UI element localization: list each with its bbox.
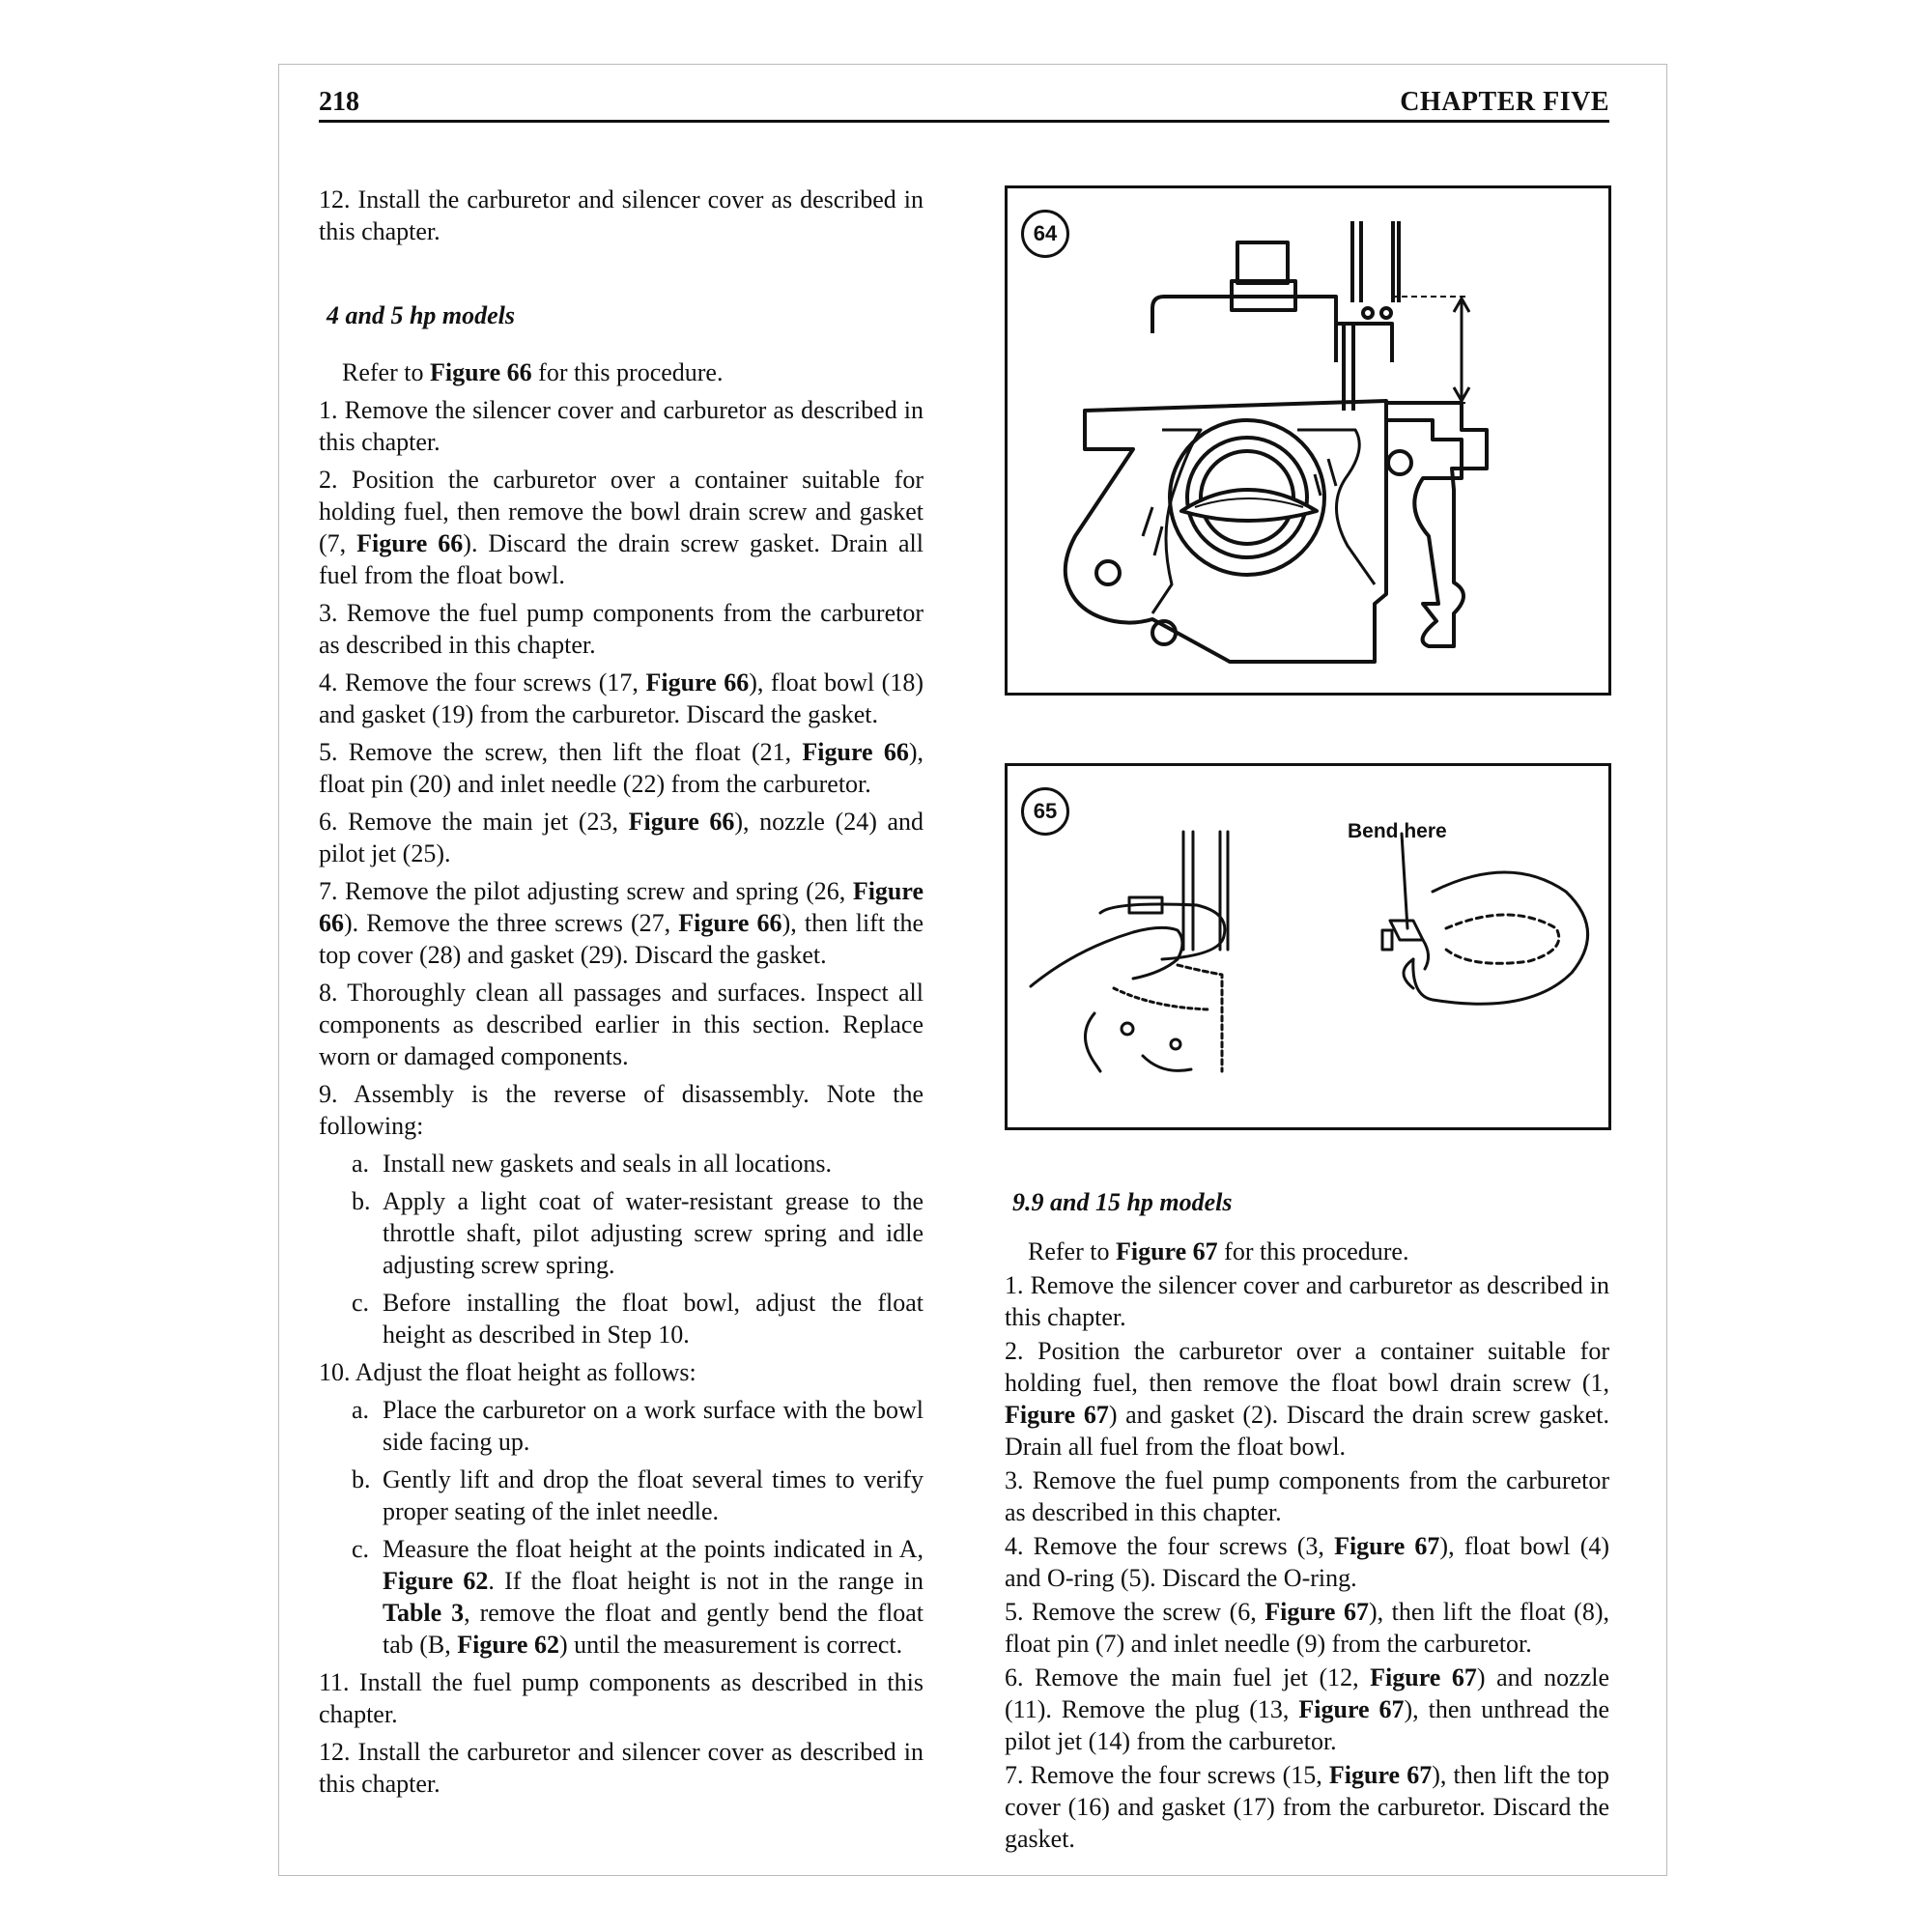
step-5: 5. Remove the screw, then lift the float (21, Figure 66), float pin (20) and inlet needle (22) from the carburetor. (319, 738, 924, 798)
left-column (319, 184, 923, 1805)
refer-paragraph: Refer to Figure 66 for this procedure. (342, 358, 724, 386)
step-12-previous: 12. Install the carburetor and silencer cover as described in this chapter. (319, 185, 923, 245)
step-7: 7. Remove the four screws (15, Figure 67), then lift the top cover (16) and gasket (17) from the carburetor. Discard the gasket. (1005, 1761, 1609, 1853)
step-6: 6. Remove the main jet (23, Figure 66), nozzle (24) and pilot jet (25). (319, 808, 924, 867)
subheading-4-5-hp: 4 and 5 hp models (327, 301, 516, 329)
carburetor-float-height-illustration (1008, 188, 1608, 693)
figure-64 (1005, 185, 1611, 696)
step-5: 5. Remove the screw (6, Figure 67), then lift the float (8), float pin (7) and inlet needle (9) from the carburetor. (1005, 1598, 1609, 1658)
step-1: 1. Remove the silencer cover and carburetor as described in this chapter. (1005, 1271, 1609, 1331)
step-10-sublist (319, 1394, 923, 1661)
list-item: b. Apply a light coat of water-resistant grease to the throttle shaft, pilot adjusting screw spring and idle adjusting screw spring. (352, 1187, 923, 1279)
page-header (319, 85, 1609, 123)
step-9: 9. Assembly is the reverse of disassembly. Note the following: (319, 1080, 923, 1140)
page-number: 218 (319, 87, 359, 117)
step-7: 7. Remove the pilot adjusting screw and spring (26, Figure 66). Remove the three screws (27, Figure 66), then lift the top cover (28) and gasket (29). Discard the gasket. (319, 877, 923, 969)
step-3: 3. Remove the fuel pump components from the carburetor as described in this chapter. (319, 599, 923, 659)
step-4: 4. Remove the four screws (3, Figure 67), float bowl (4) and O-ring (5). Discard the O-ring. (1005, 1532, 1610, 1592)
list-item: a. Place the carburetor on a work surface with the bowl side facing up. (352, 1396, 923, 1456)
list-item: a. Install new gaskets and seals in all locations. (352, 1150, 833, 1178)
figure-65 (1005, 763, 1611, 1130)
list-item: c. Measure the float height at the points indicated in A, Figure 62. If the float height is not in the range in Table 3, remove the float and gently bend the float tab (B, Figure 62) until the measurement is correct. (352, 1535, 923, 1659)
step-11: 11. Install the fuel pump components as described in this chapter. (319, 1668, 923, 1728)
step-2: 2. Position the carburetor over a container suitable for holding fuel, then remove the float bowl drain screw (1, Figure 67) and gasket (2). Discard the drain screw gasket. Drain all fuel from the float bowl. (1005, 1337, 1609, 1461)
subheading-9-9-15-hp: 9.9 and 15 hp models (1012, 1188, 1233, 1216)
figure-number-badge: 65 (1021, 787, 1069, 836)
list-item: b. Gently lift and drop the float several times to verify proper seating of the inlet needle. (352, 1465, 923, 1525)
step-2: 2. Position the carburetor over a container suitable for holding fuel, then remove the bowl drain screw and gasket (7, Figure 66). Discard the drain screw gasket. Drain all fuel from the float bowl. (319, 466, 923, 589)
step-8: 8. Thoroughly clean all passages and surfaces. Inspect all components as described earlier in this section. Replace worn or damaged components. (319, 979, 923, 1070)
step-1: 1. Remove the silencer cover and carburetor as described in this chapter. (319, 396, 923, 456)
step-3: 3. Remove the fuel pump components from the carburetor as described in this chapter. (1005, 1466, 1609, 1526)
list-item: c. Before installing the float bowl, adjust the float height as described in Step 10. (352, 1289, 923, 1349)
refer-paragraph: Refer to Figure 67 for this procedure. (1028, 1237, 1409, 1265)
step-10: 10. Adjust the float height as follows: (319, 1358, 696, 1386)
chapter-title: CHAPTER FIVE (1400, 87, 1609, 117)
float-tab-bending-illustration (1008, 766, 1608, 1127)
step-9-sublist (319, 1148, 923, 1350)
bend-here-callout: Bend here (1348, 820, 1447, 842)
figure-number-badge: 64 (1021, 210, 1069, 258)
right-column (1005, 1186, 1609, 1857)
step-4: 4. Remove the four screws (17, Figure 66), float bowl (18) and gasket (19) from the carburetor. Discard the gasket. (319, 668, 923, 728)
step-12: 12. Install the carburetor and silencer cover as described in this chapter. (319, 1738, 923, 1798)
step-6: 6. Remove the main fuel jet (12, Figure 67) and nozzle (11). Remove the plug (13, Figure 67), then unthread the pilot jet (14) from the carburetor. (1005, 1663, 1609, 1755)
